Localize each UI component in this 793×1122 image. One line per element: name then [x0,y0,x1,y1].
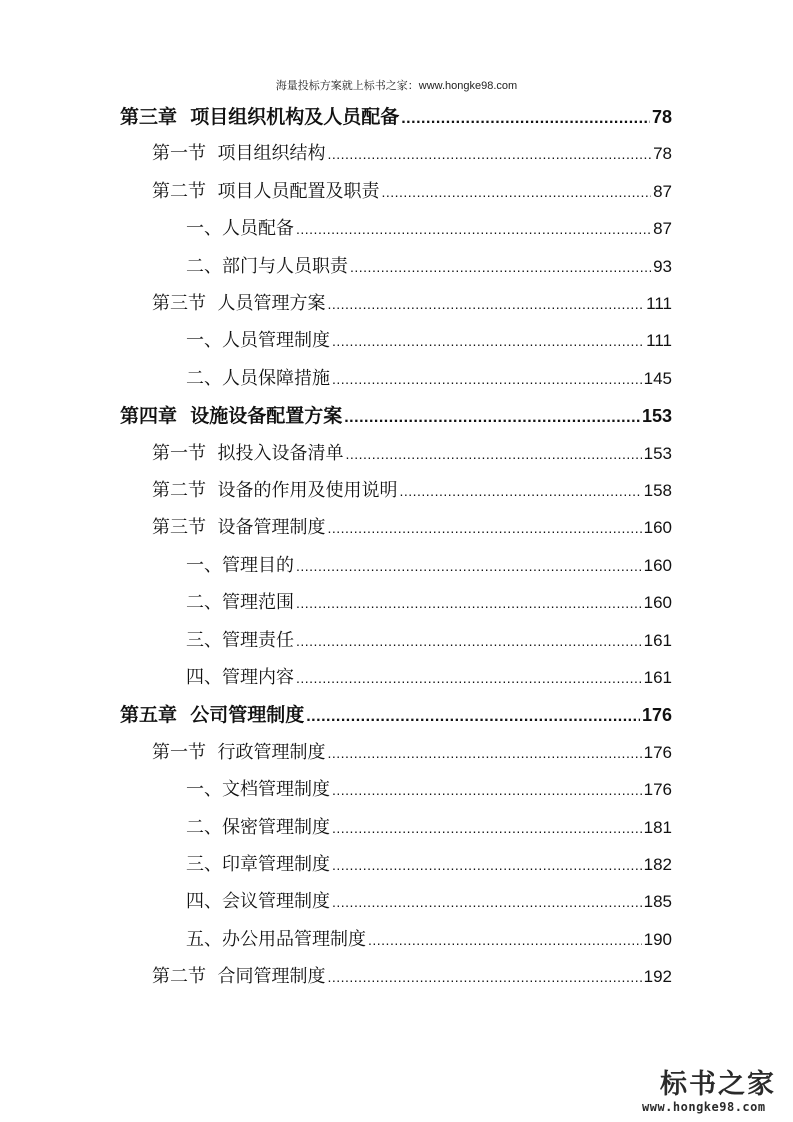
toc-entry-page: 185 [643,892,672,912]
toc-entry[interactable] [152,962,672,992]
toc-entry[interactable] [152,177,672,207]
toc-dot-leader [327,139,651,169]
toc-entry-title: 二、管理范围 [186,592,294,614]
toc-dot-leader [296,551,642,581]
toc-entry-title: 二、部门与人员职责 [186,255,348,277]
toc-dot-leader [344,403,640,433]
toc-entry-title: 第一节 拟投入设备清单 [152,442,344,464]
toc-entry[interactable] [152,139,672,169]
toc-entry[interactable] [186,326,672,356]
toc-dot-leader [332,887,642,917]
toc-entry-page: 87 [653,219,672,239]
toc-dot-leader [401,104,650,134]
toc-entry[interactable] [186,626,672,656]
toc-dot-leader [332,850,642,880]
toc-dot-leader [327,962,641,992]
toc-entry-page: 161 [643,668,672,687]
toc-dot-leader [327,738,641,768]
toc-entry-page: 190 [643,929,672,949]
toc-entry-page: 78 [653,144,672,164]
toc-entry-title: 第三节 人员管理方案 [152,293,326,314]
toc-entry-page: 182 [643,855,672,874]
toc-entry[interactable] [186,850,672,880]
toc-entry-title: 一、管理目的 [186,554,294,576]
toc-entry[interactable] [186,364,672,394]
toc-dot-leader [381,177,651,207]
toc-entry-title: 第四章 设施设备配置方案 [120,405,343,428]
toc-entry-title: 第二节 项目人员配置及职责 [152,180,380,202]
toc-entry-title: 二、保密管理制度 [186,816,330,838]
toc-entry-title: 三、印章管理制度 [186,854,330,875]
logo-url: www.hongke98.com [642,1100,766,1114]
toc-entry-page: 160 [643,518,672,538]
toc-entry-page: 78 [651,107,672,127]
logo-name: 标书之家 [660,1069,776,1100]
toc-entry[interactable] [186,925,672,955]
toc-entry-title: 一、人员配备 [186,218,294,240]
toc-entry[interactable] [120,401,672,431]
toc-entry[interactable] [120,700,672,730]
toc-entry-page: 181 [643,817,672,837]
toc-entry[interactable] [186,551,672,581]
toc-entry-page: 111 [646,331,672,351]
toc-dot-leader [368,925,642,955]
toc-entry-page: 87 [653,181,672,201]
toc-entry-title: 第三章 项目组织机构及人员配备 [120,106,400,128]
toc-entry-title: 第二节 合同管理制度 [152,966,326,988]
toc-dot-leader [306,702,640,732]
toc-entry-title: 一、人员管理制度 [186,330,330,352]
toc-entry[interactable] [186,214,672,244]
toc-entry[interactable] [186,588,672,618]
toc-dot-leader [345,439,641,469]
toc-entry-page: 160 [643,555,672,575]
toc-entry[interactable] [152,439,672,469]
toc-entry[interactable] [152,476,672,506]
toc-entry-page: 153 [641,406,672,427]
toc-dot-leader [296,626,642,656]
toc-dot-leader [327,289,644,319]
toc-entry-title: 第一节 行政管理制度 [152,741,326,763]
toc-dot-leader [296,663,642,693]
toc-entry[interactable] [120,102,672,132]
toc-entry-title: 二、人员保障措施 [186,367,330,389]
toc-dot-leader [327,513,641,543]
toc-dot-leader [296,214,651,244]
toc-entry-page: 153 [643,443,672,463]
header-url: www.hongke98.com [418,80,518,92]
toc-entry-page: 111 [646,294,672,313]
toc-dot-leader [296,588,642,618]
toc-entry-page: 192 [643,967,672,987]
toc-entry[interactable] [186,887,672,917]
toc-dot-leader [350,252,651,282]
toc-entry-page: 161 [643,630,672,650]
toc-entry-title: 第一节 项目组织结构 [152,143,326,165]
toc-entry-title: 第五章 公司管理制度 [120,704,305,727]
toc-entry-title: 第二节 设备的作用及使用说明 [152,480,398,501]
toc-dot-leader [399,476,641,506]
toc-entry-title: 五、办公用品管理制度 [186,928,366,950]
logo [636,1062,786,1118]
toc-dot-leader [332,813,642,843]
toc-entry[interactable] [186,813,672,843]
toc-entry[interactable] [152,738,672,768]
toc-entry[interactable] [152,513,672,543]
toc-entry-page: 93 [653,256,672,276]
toc-entry-title: 四、会议管理制度 [186,891,330,913]
header-text: 海量投标方案就上标书之家： [275,79,419,92]
toc-entry-page: 176 [643,780,672,800]
toc-entry[interactable] [152,289,672,319]
toc-entry[interactable] [186,252,672,282]
page-header [0,77,793,93]
toc-entry-page: 160 [643,593,672,613]
toc-dot-leader [332,326,644,356]
toc-entry[interactable] [186,775,672,805]
toc-entry-page: 145 [643,368,672,388]
toc-entry-title: 第三节 设备管理制度 [152,517,326,539]
toc-entry-page: 158 [643,481,672,500]
toc-entry-page: 176 [641,705,672,726]
toc-entry-page: 176 [643,742,672,762]
toc-dot-leader [332,775,642,805]
toc-dot-leader [332,364,642,394]
toc-entry-title: 四、管理内容 [186,667,294,688]
toc-entry-title: 三、管理责任 [186,629,294,651]
toc-entry-title: 一、文档管理制度 [186,779,330,801]
toc-entry[interactable] [186,663,672,693]
